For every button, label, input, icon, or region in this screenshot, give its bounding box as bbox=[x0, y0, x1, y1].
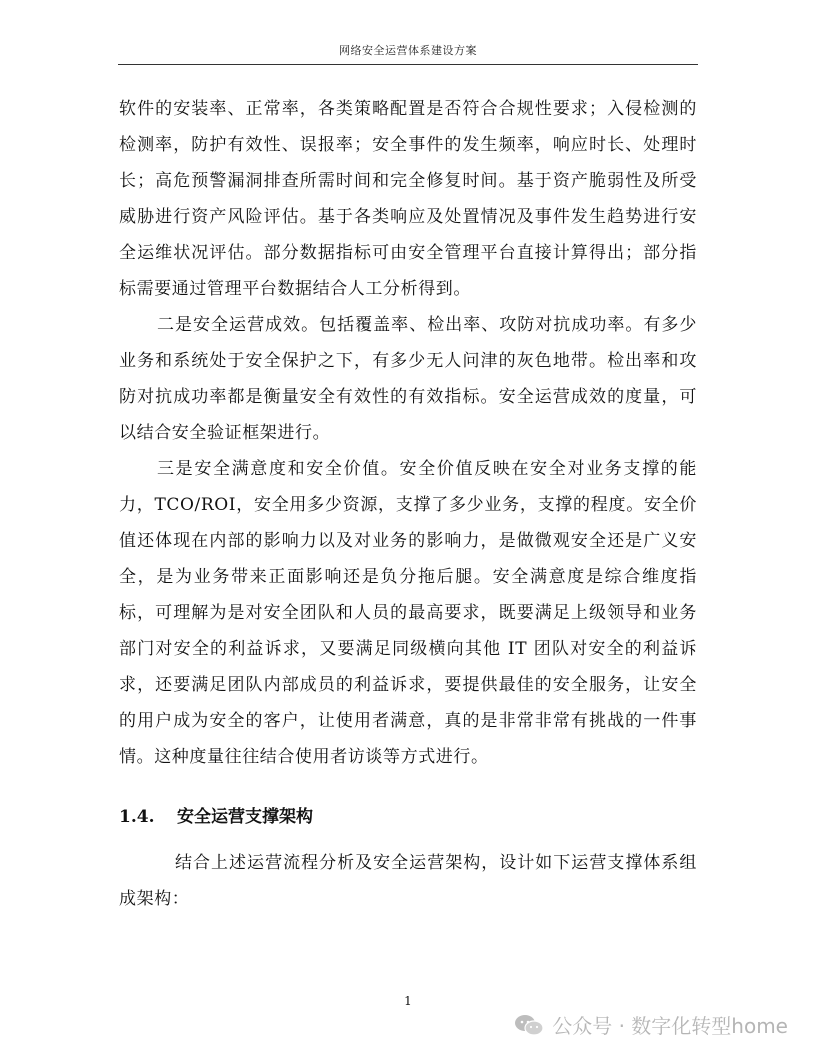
wechat-icon bbox=[514, 1014, 544, 1036]
page-number: 1 bbox=[404, 994, 412, 1008]
document-body bbox=[119, 91, 697, 917]
page-header: 网络安全运营体系建设方案 bbox=[339, 44, 477, 57]
section-number: 1.4. bbox=[119, 807, 155, 827]
header-rule bbox=[118, 64, 698, 65]
paragraph-architecture-intro: 结合上述运营流程分析及安全运营架构，设计如下运营支撑体系组成架构： bbox=[119, 853, 697, 909]
section-heading bbox=[119, 799, 697, 835]
watermark-text: 公众号 · 数字化转型home bbox=[552, 1014, 788, 1038]
paragraph-security-effectiveness: 二是安全运营成效。包括覆盖率、检出率、攻防对抗成功率。有多少业务和系统处于安全保护之下，有多少无人问津的灰色地带。检出率和攻防对抗成功率都是衡量安全有效性的有效指标。安全运营成效的度量，可以结合安全验证框架进行。 bbox=[119, 315, 697, 443]
paragraph-security-satisfaction: 三是安全满意度和安全价值。安全价值反映在安全对业务支撑的能力，TCO/ROI，安全用多少资源，支撑了多少业务，支撑的程度。安全价值还体现在内部的影响力以及对业务的影响力，是做微观安全还是广义安全，是为业务带来正面影响还是负分拖后腿。安全满意度是综合维度指标，可理解为是对安全团队和人员的最高要求，既要满足上级领导和业务部门对安全的利益诉求，又要满足同级横向其他 IT 团队对安全的利益诉求，还要满足团队内部成员的利益诉求，要提供最佳的安全服务，让安全的用户成为安全的客户，让使用者满意，真的是非常非常有挑战的一件事情。这种度量往往结合使用者访谈等方式进行。 bbox=[119, 459, 697, 767]
watermark bbox=[514, 1010, 788, 1039]
section-title: 安全运营支撑架构 bbox=[177, 807, 313, 827]
paragraph-continued: 软件的安装率、正常率，各类策略配置是否符合合规性要求；入侵检测的检测率，防护有效性、误报率；安全事件的发生频率，响应时长、处理时长；高危预警漏洞排查所需时间和完全修复时间。基于资产脆弱性及所受威胁进行资产风险评估。基于各类响应及处置情况及事件发生趋势进行安全运维状况评估。部分数据指标可由安全管理平台直接计算得出；部分指标需要通过管理平台数据结合人工分析得到。 bbox=[119, 99, 697, 299]
